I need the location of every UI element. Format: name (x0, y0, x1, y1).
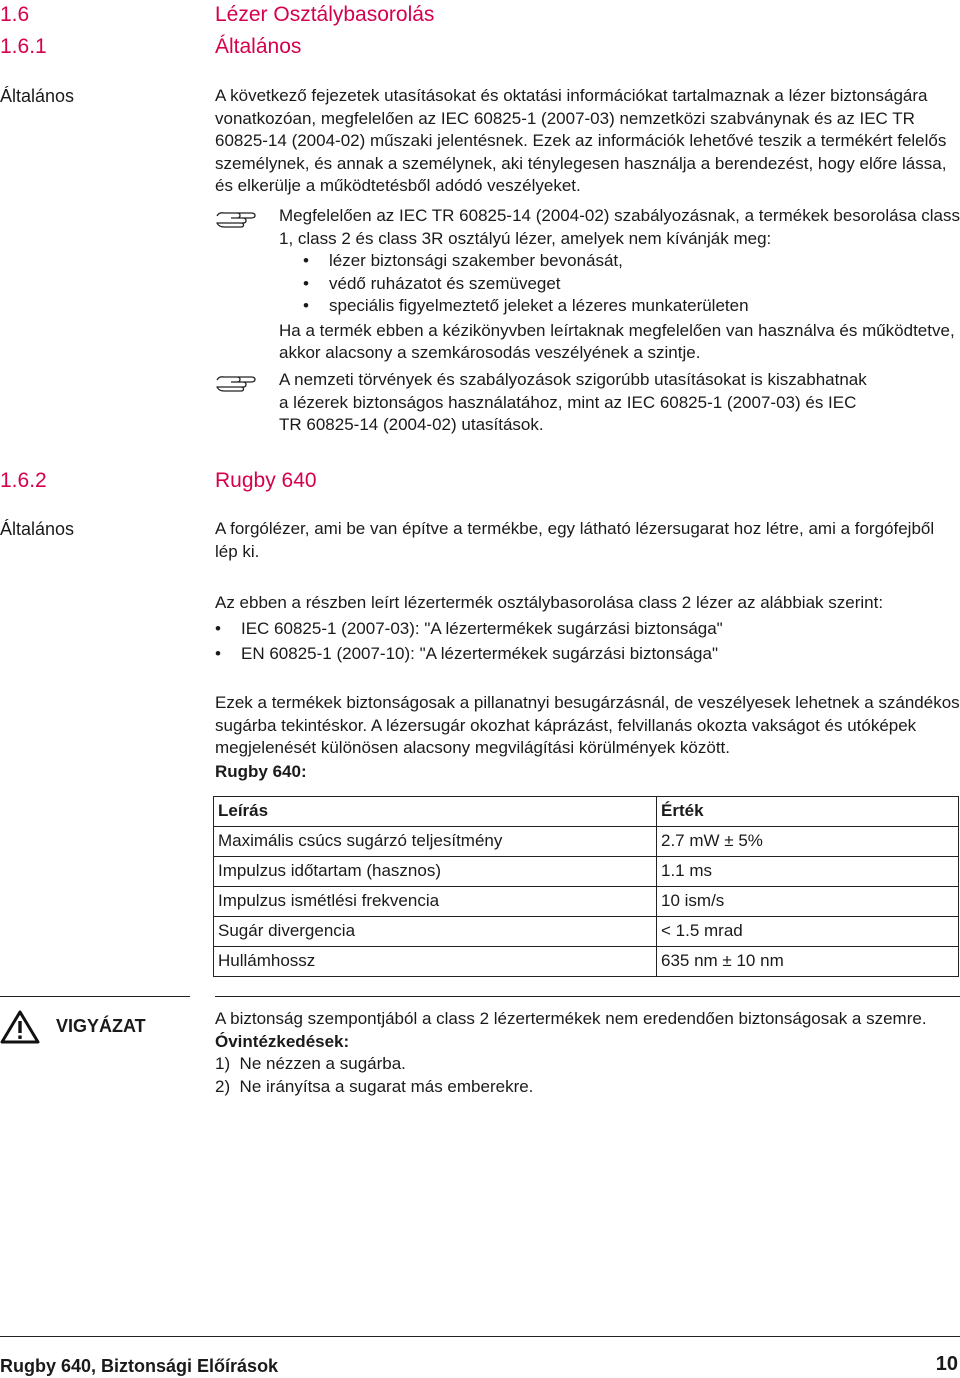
table-row (214, 947, 959, 977)
rugby-p1: A forgólézer, ami be van építve a termékbe, egy látható lézersugarat hoz létre, ami a forgófejből lép ki. (215, 519, 935, 561)
table-cell: < 1.5 mrad (657, 917, 959, 947)
subsection-title: Általános (215, 35, 302, 58)
table-label: Rugby 640: (215, 761, 307, 781)
subsection-title-2: Rugby 640 (215, 469, 317, 492)
table-cell: 2.7 mW ± 5% (657, 827, 959, 857)
list-item: • EN 60825-1 (2007-10): "A lézertermékek sugárzási biztonsága" (215, 641, 960, 666)
table-row (214, 857, 959, 887)
precautions-list (215, 1053, 957, 1098)
list-item: 2) Ne irányítsa a sugarat más emberekre. (215, 1076, 534, 1096)
subsection-number-2: 1.6.2 (0, 469, 47, 492)
spec-table-wrapper (213, 796, 959, 977)
table-cell: 10 ism/s (657, 887, 959, 917)
note-2-text: A nemzeti törvények és szabályozások szigorúbb utasításokat is kiszabhatnak a lézerek biztonságos használatához, mint az IEC 60825-1 (2007-03) és IEC TR 60825-14 (2004-02) utasítások. (279, 370, 867, 434)
note-block-2 (215, 369, 960, 437)
classification-block (215, 592, 960, 666)
table-cell: Sugár divergencia (214, 917, 657, 947)
header-value: Érték (657, 797, 959, 827)
list-item: • lézer biztonsági szakember bevonását, (303, 250, 960, 273)
section-number: 1.6 (0, 3, 30, 26)
table-cell: 635 nm ± 10 nm (657, 947, 959, 977)
intro-paragraph (215, 85, 957, 198)
rugby-p3: Ezek a termékek biztonságosak a pillanatnyi besugárzásnál, de veszélyesek lehetnek a szándékos sugárba tekintéskor. A lézersugár okozhat káprázást, felvillanás okozta vakságot és utóképek megjelenését különösen alacsony megvilágítási körülmények között. (215, 693, 960, 757)
safety-paragraph (215, 692, 960, 783)
footer-title: Rugby 640, Biztonsági Előírások (0, 1356, 279, 1376)
subsection-number: 1.6.1 (0, 35, 47, 58)
table-row (214, 887, 959, 917)
note-1-after-text: Ha a termék ebben a kézikönyvben leírtaknak megfelelően van használva és működtetve, akkor alacsony a szemkárosodás veszélyének a szintje. (279, 320, 955, 362)
standards-list (215, 616, 960, 666)
table-cell: Maximális csúcs sugárzó teljesítmény (214, 827, 657, 857)
list-item: • védő ruházatot és szemüveget (303, 273, 960, 296)
rugby-description (215, 518, 957, 563)
warning-divider-right (215, 996, 960, 997)
table-cell: Hullámhossz (214, 947, 657, 977)
table-cell: 1.1 ms (657, 857, 959, 887)
list-item: 1) Ne nézzen a sugárba. (215, 1054, 406, 1073)
note-block-1 (215, 205, 960, 365)
table-cell: Impulzus ismétlési frekvencia (214, 887, 657, 917)
warning-label: VIGYÁZAT (56, 1016, 146, 1036)
side-label-general-2: Általános (0, 519, 75, 539)
warning-content (215, 1008, 957, 1098)
note-1-text: Megfelelően az IEC TR 60825-14 (2004-02) szabályozásnak, a termékek besorolása class 1, class 2 és class 3R osztályú lézer, amelyek nem kívánják meg: (279, 206, 960, 248)
precautions-title: Óvintézkedések: (215, 1031, 350, 1051)
table-row (214, 917, 959, 947)
spec-table (213, 796, 959, 977)
list-item: • speciális figyelmeztető jeleket a lézeres munkaterületen (303, 295, 960, 318)
intro-text: A következő fejezetek utasításokat és oktatási információkat tartalmaznak a lézer biztonságára vonatkozóan, megfelelően az IEC 60825-1 (2007-03) nemzetközi szabványnak és az IEC TR 60825-14 (2004-02) műszaki jelentésnek. Ezek az információk lehetővé teszik a termékért felelős személynek, és annak a személynek, aki ténylegesen használja a berendezést, hogy előre lássa, és elkerülje a működtetésből adódó veszélyeket. (215, 86, 947, 195)
rugby-p2: Az ebben a részben leírt lézertermék osztálybasorolása class 2 lézer az alábbiak szerint: (215, 593, 884, 612)
footer-rule (0, 1336, 960, 1337)
side-label-general-1: Általános (0, 86, 75, 106)
page-number: 10 (935, 1353, 958, 1375)
warning-divider-left (0, 996, 190, 997)
warning-triangle-icon (0, 1010, 40, 1044)
table-row (214, 827, 959, 857)
section-title: Lézer Osztálybasorolás (215, 3, 435, 26)
warning-text: A biztonság szempontjából a class 2 lézertermékek nem eredendően biztonságosak a szemre. (215, 1009, 927, 1028)
note-1-bullet-list (303, 250, 960, 318)
pointing-hand-icon (215, 207, 257, 229)
table-header-row (214, 797, 959, 827)
pointing-hand-icon (215, 371, 257, 393)
list-item: • IEC 60825-1 (2007-03): "A lézertermékek sugárzási biztonsága" (215, 616, 960, 641)
header-description: Leírás (214, 797, 657, 827)
table-cell: Impulzus időtartam (hasznos) (214, 857, 657, 887)
